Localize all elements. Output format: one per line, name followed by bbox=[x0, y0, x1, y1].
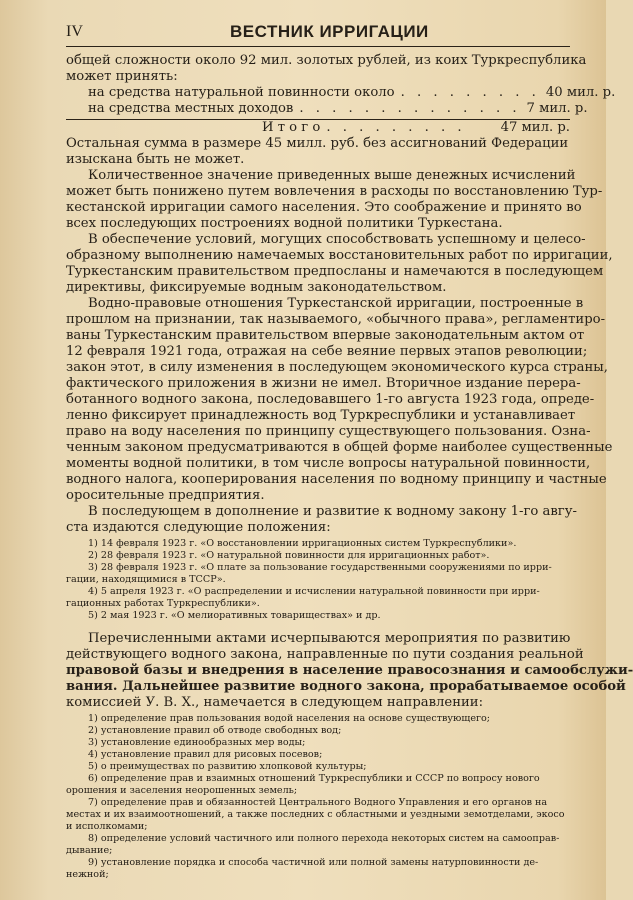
text-line: правовой базы и внедрения в население правосознания и самообслужи- bbox=[66, 663, 633, 678]
direction-line: 9) установление порядка и способа частичной или полной замены натурповинности де- bbox=[88, 857, 539, 868]
direction-item bbox=[66, 773, 570, 797]
text-line: общей сложности около 92 мил. золотых рублей, из коих Туркреспублика bbox=[66, 53, 587, 68]
text-line: ста издаются следующие положения: bbox=[66, 520, 331, 535]
decree-line: гационных работах Туркреспублики». bbox=[66, 598, 260, 609]
decree-item bbox=[66, 538, 570, 550]
journal-title: ВЕСТНИК ИРРИГАЦИИ bbox=[230, 22, 429, 41]
budget-item bbox=[66, 101, 588, 117]
text-line: вания. Дальнейшее развитие водного закона, прорабатываемое особой bbox=[66, 679, 626, 694]
direction-line: 8) определение условий частичного или полного перехода некоторых систем на самооправ- bbox=[88, 833, 560, 844]
direction-item bbox=[66, 725, 570, 737]
text-line: Количественное значение приведенных выше денежных исчислений bbox=[88, 168, 576, 183]
decree-line: 2) 28 февраля 1923 г. «О натуральной повинности для ирригационных работ». bbox=[88, 550, 490, 561]
text-line: закон этот, в силу изменения в последующем экономического курса страны, bbox=[66, 360, 608, 375]
text-line: может принять: bbox=[66, 69, 178, 84]
budget-item-label: на средства местных доходов bbox=[88, 101, 294, 116]
text-line: В обеспечение условий, могущих способствовать успешному и целесо- bbox=[88, 232, 586, 247]
decree-list bbox=[66, 538, 570, 622]
paragraphs bbox=[66, 136, 613, 536]
decree-line: 3) 28 февраля 1923 г. «О плате за пользование государственными сооружениями по ирри- bbox=[88, 562, 552, 573]
direction-line: 5) о преимуществах по развитию хлопковой культуры; bbox=[88, 761, 367, 772]
text-line: может быть понижено путем вовлечения в расходы по восстановлению Тур- bbox=[66, 184, 603, 199]
paragraph bbox=[66, 136, 570, 168]
text-line: действующего водного закона, направленные по пути создания реальной bbox=[66, 647, 584, 662]
budget-item-value: 7 мил. р. bbox=[526, 101, 588, 116]
budget-total bbox=[66, 119, 570, 136]
budget-item-value: 40 мил. р. bbox=[545, 85, 616, 100]
direction-item bbox=[66, 749, 570, 761]
leader-dots: . . . . . . . . . . . . . . bbox=[299, 101, 521, 116]
page-number: IV bbox=[66, 23, 83, 40]
text-line: моменты водной политики, в том числе вопросы натуральной повинности, bbox=[66, 456, 591, 471]
text-line: Туркестанским правительством предпосланы и намечаются в последующем bbox=[66, 264, 604, 279]
budget-item-label: на средства натуральной повинности около bbox=[88, 85, 395, 100]
decree-line: 1) 14 февраля 1923 г. «О восстановлении ирригационных систем Туркреспублики». bbox=[88, 538, 517, 549]
page-body bbox=[66, 53, 633, 881]
direction-line: 7) определение прав и обязанностей Центрального Водного Управления и его органов на bbox=[88, 797, 548, 808]
budget-total-value: 47 мил. р. bbox=[500, 120, 570, 135]
paragraph bbox=[66, 504, 577, 536]
text-line: фактического приложения в жизни не имел. Вторичное издание перера- bbox=[66, 376, 581, 391]
decree-item bbox=[66, 586, 570, 610]
text-line: прошлом на признании, так называемого, «обычного права», регламентиро- bbox=[66, 312, 606, 327]
budget-item bbox=[66, 85, 616, 101]
direction-line: 1) определение прав пользования водой населения на основе существующего; bbox=[88, 713, 491, 724]
decree-item bbox=[66, 550, 570, 562]
text-line: ботанного водного закона, последовавшего 1-го августа 1923 года, опреде- bbox=[66, 392, 595, 407]
decree-line: гации, находящимися в ТССР». bbox=[66, 574, 226, 585]
text-line: кестанской ирригации самого населения. Это соображение и принято во bbox=[66, 200, 582, 215]
direction-line: 6) определение прав и взаимных отношений Туркреспублики и СССР по вопросу нового bbox=[88, 773, 540, 784]
direction-line: местах и их взаимоотношений, а также последних с областными и уездными земотделами, экосо bbox=[66, 809, 565, 820]
text-line: ченным законом предусматриваются в общей форме наиболее существенные bbox=[66, 440, 613, 455]
direction-item bbox=[66, 797, 570, 833]
text-line: всех последующих построениях водной политики Туркестана. bbox=[66, 216, 503, 231]
text-line: В последующем в дополнение и развитие к водному закону 1-го авгу- bbox=[88, 504, 577, 519]
direction-line: и исполкомами; bbox=[66, 821, 148, 832]
decree-line: 4) 5 апреля 1923 г. «О распределении и исчислении натуральной повинности при ирри- bbox=[88, 586, 540, 597]
direction-item bbox=[66, 833, 570, 857]
text-line: ленно фиксирует принадлежность вод Туркреспублики и устанавливает bbox=[66, 408, 576, 423]
direction-line: 2) установление правил об отводе свободных вод; bbox=[88, 725, 342, 736]
paragraph bbox=[66, 296, 613, 504]
text-line: ваны Туркестанским правительством впервые законодательным актом от bbox=[66, 328, 585, 343]
decree-item bbox=[66, 610, 570, 622]
direction-item bbox=[66, 713, 570, 725]
text-line: директивы, фиксируемые водным законодательством. bbox=[66, 280, 447, 295]
budget-total-label: И т о г о bbox=[262, 120, 321, 135]
direction-item bbox=[66, 857, 570, 881]
text-line: 12 февраля 1921 года, отражая на себе веяние первых этапов революции; bbox=[66, 344, 588, 359]
decree-line: 5) 2 мая 1923 г. «О мелиоративных товариществах» и др. bbox=[88, 610, 381, 621]
text-line: право на воду населения по принципу существующего пользования. Озна- bbox=[66, 424, 591, 439]
direction-line: 4) установление правил для рисовых посевов; bbox=[88, 749, 323, 760]
directions-list bbox=[66, 713, 570, 881]
text-line: Водно-правовые отношения Туркестанской ирригации, построенные в bbox=[88, 296, 584, 311]
page-header bbox=[66, 22, 570, 47]
text-line: изыскана быть не может. bbox=[66, 152, 245, 167]
text-line: образному выполнению намечаемых восстановительных работ по ирригации, bbox=[66, 248, 613, 263]
text-line: комиссией У. В. Х., намечается в следующем направлении: bbox=[66, 695, 484, 710]
direction-line: нежной; bbox=[66, 869, 109, 880]
closing-paragraph bbox=[66, 631, 633, 711]
decree-item bbox=[66, 562, 570, 586]
leader-dots: . . . . . . . . . bbox=[326, 120, 466, 135]
text-line: оросительные предприятия. bbox=[66, 488, 265, 503]
direction-item bbox=[66, 737, 570, 749]
text-line: водного налога, кооперирования населения по водному принципу и частные bbox=[66, 472, 607, 487]
leader-dots: . . . . . . . . . bbox=[400, 85, 540, 100]
paragraph bbox=[66, 232, 613, 296]
direction-line: дывание; bbox=[66, 845, 113, 856]
direction-item bbox=[66, 761, 570, 773]
paragraph bbox=[66, 168, 603, 232]
direction-line: 3) установление единообразных мер воды; bbox=[88, 737, 306, 748]
direction-line: орошения и заселения неорошенных земель; bbox=[66, 785, 298, 796]
text-line: Остальная сумма в размере 45 милл. руб. без ассигнований Федерации bbox=[66, 136, 569, 151]
text-line: Перечисленными актами исчерпываются мероприятия по развитию bbox=[88, 631, 571, 646]
